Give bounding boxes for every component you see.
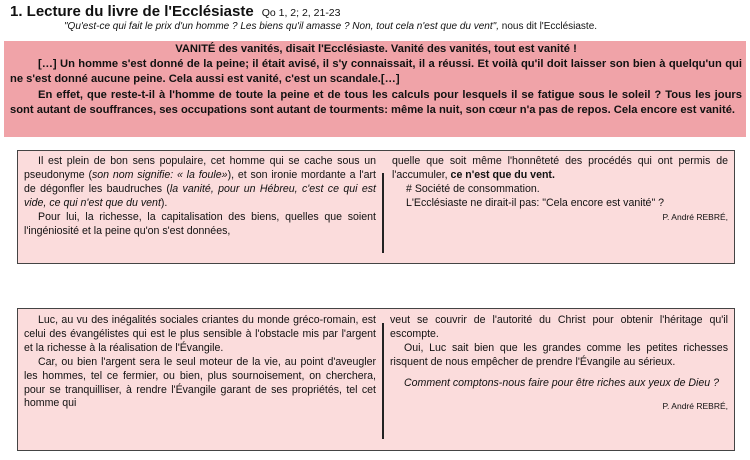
commentary-2-left-column: [24, 314, 376, 411]
commentary-box-1: [17, 150, 735, 264]
commentary-box-2: [17, 308, 735, 451]
text-run-italic: son nom signifie: « la foule»: [91, 168, 228, 181]
scripture-reference: Qo 1, 2; 2, 21-23: [261, 7, 341, 19]
commentary-1-paragraph-2: Pour lui, la richesse, la capitalisation des biens, quelles que soient l'ingéniosité et la peine qu'on s'est données,: [24, 210, 376, 237]
commentary-1-paragraph-1: [24, 155, 376, 211]
reading-paragraph-3: En effet, que reste-t-il à l'homme de toute la peine et de tous les calculs pour lesquels il se fatigue sous le soleil ? Tous les jours sont autant de souffrances, ses occupations sont autant de tourments: même la nuit, son cœur n'a pas de repos. Cela encore est vanité.: [10, 88, 742, 116]
commentary-1-paragraph-4: # Société de consommation.: [406, 182, 540, 195]
commentary-2-paragraph-3: veut se couvrir de l'autorité du Christ pour obtenir l'héritage qu'il escompte.: [390, 314, 728, 340]
text-run: ).: [160, 196, 168, 209]
text-run: ), et son ironie mordante a l'art de dégonfler les baudruches (: [24, 168, 376, 195]
commentary-1-right-column: [392, 155, 728, 225]
text-run-italic: la vanité, pour un Hébreu, c'est ce qui est vide, ce qui n'est que du vent: [24, 182, 376, 209]
signature: P. André REBRÉ,: [662, 400, 728, 411]
reading-paragraph-2: […] Un homme s'est donné de la peine; il était avisé, il s'y connaissait, il a réussi. Et voilà qu'il doit laisser son bien à quelqu'un qui ne s'est donné aucune peine. Cela aussi est vanité, c'est un scandale.[…]: [10, 58, 742, 86]
epigraph: [64, 21, 597, 32]
commentary-1-paragraph-3: [392, 155, 728, 183]
text-run-italic: Comment comptons-nous faire pour être riches aux yeux de Dieu ?: [404, 376, 720, 389]
page-title: [10, 3, 341, 20]
epigraph-attribution: nous dit l'Ecclésiaste.: [498, 21, 598, 32]
text-run: quelle que soit même l'honnêteté des procédés qui ont permis de l'accumuler,: [392, 155, 728, 181]
commentary-1-left-column: [24, 155, 376, 238]
commentary-2-paragraph-2: Car, ou bien l'argent sera le seul moteur de la vie, au point d'aveugler les hommes, tel ce fermier, ou bien, plus sournoisement, on cherchera, pour se tranquilliser, à rendre l'Évangile garant de ses propriétés, tel cet homme qui: [24, 355, 376, 410]
column-divider: [382, 323, 384, 439]
text-run-bold: ce n'est que du vent.: [450, 168, 555, 181]
scripture-reading: [4, 41, 746, 137]
commentary-1-paragraph-5: L'Ecclésiaste ne dirait-il pas: "Cela encore est vanité" ?: [406, 196, 665, 209]
reading-line-1: VANITÉ des vanités, disait l'Ecclésiaste. Vanité des vanités, tout est vanité !: [175, 43, 577, 55]
commentary-2-paragraph-1: Luc, au vu des inégalités sociales criantes du monde gréco-romain, est celui des évangélistes qui est le plus sensible à l'obstacle mis par l'argent et la richesse à la réalisation de l'Évangile.: [24, 314, 376, 354]
commentary-2-paragraph-4: Oui, Luc sait bien que les grandes comme les petites richesses risquent de nous empêcher de prendre l'Évangile au sérieux.: [390, 341, 728, 368]
title-text: 1. Lecture du livre de l'Ecclésiaste: [10, 3, 254, 20]
text-run: Il est plein de bon sens populaire, cet homme qui se cache sous un pseudonyme (: [24, 155, 376, 181]
commentary-2-right-column: [390, 314, 728, 413]
epigraph-quote: "Qu'est-ce qui fait le prix d'un homme ? Les biens qu'il amasse ? Non, tout cela n'est que du vent",: [64, 21, 499, 32]
column-divider: [382, 173, 384, 253]
commentary-2-question: [390, 377, 728, 391]
signature: P. André REBRÉ,: [662, 211, 728, 222]
